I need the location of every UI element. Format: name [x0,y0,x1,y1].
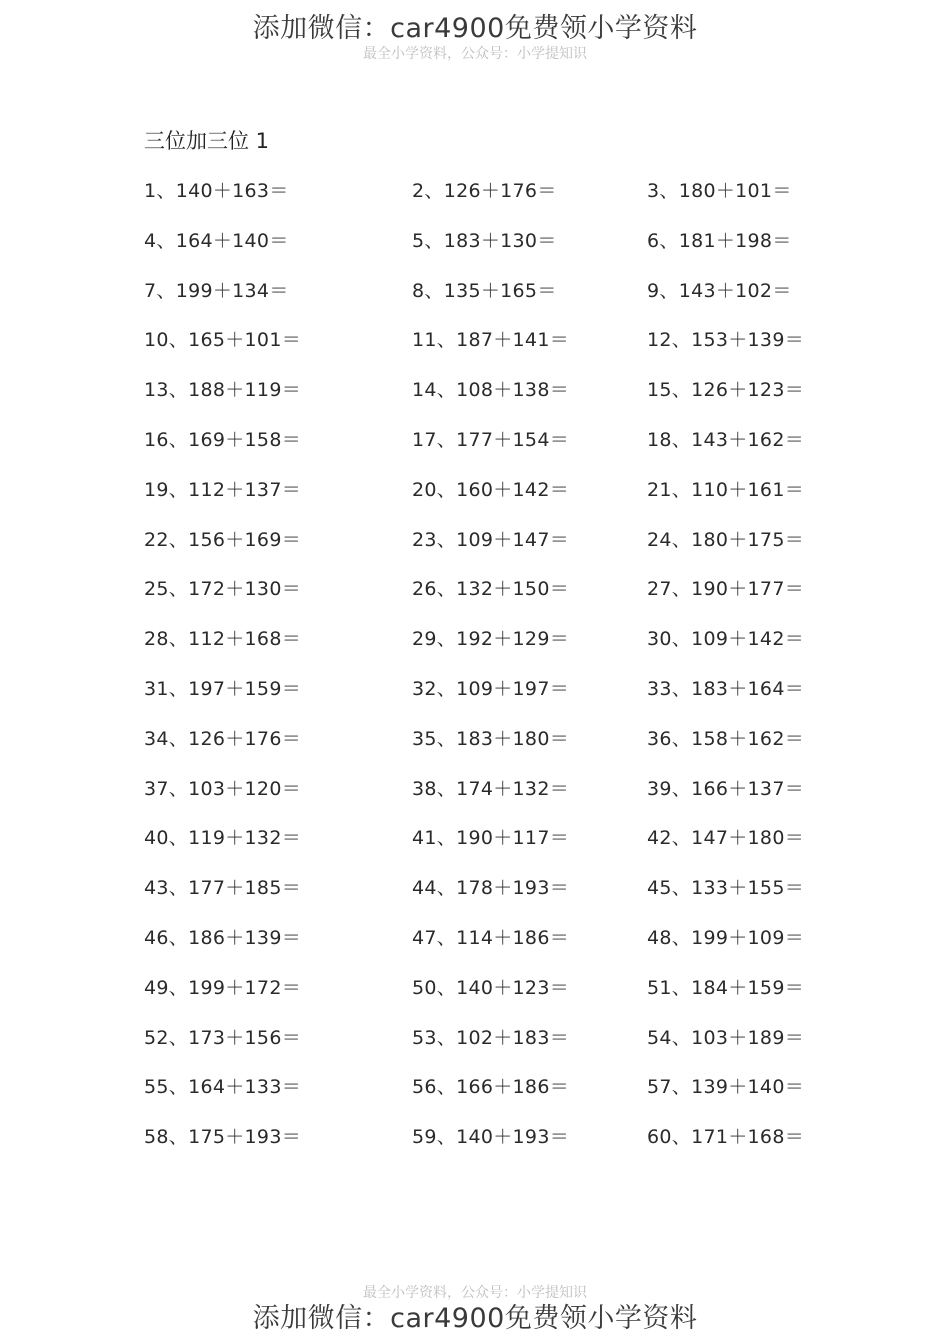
problem-item: 15、126＋123＝ [647,379,805,402]
problem-row [144,674,844,724]
problem-item: 26、132＋150＝ [412,578,570,601]
footer-banner: 添加微信：car4900免费领小学资料 [252,1303,698,1334]
problem-item: 14、108＋138＝ [412,379,570,402]
problem-item: 34、126＋176＝ [144,727,302,750]
problem-item: 55、164＋133＝ [144,1076,302,1099]
problem-item: 4、164＋140＝ [144,229,289,252]
problem-row [144,525,844,575]
problem-row [144,176,844,226]
problem-item: 42、147＋180＝ [647,827,805,850]
problem-item: 29、192＋129＝ [412,628,570,651]
problem-item: 30、109＋142＝ [647,628,805,651]
problem-item: 27、190＋177＝ [647,578,805,601]
problem-row [144,325,844,375]
problem-row [144,1122,844,1172]
problem-item: 54、103＋189＝ [647,1026,805,1049]
problem-row [144,774,844,824]
problem-row [144,276,844,326]
problem-item: 40、119＋132＝ [144,827,302,850]
problem-item: 36、158＋162＝ [647,727,805,750]
problem-item: 17、177＋154＝ [412,428,570,451]
problem-item: 1、140＋163＝ [144,180,289,202]
problem-item: 10、165＋101＝ [144,329,302,352]
problem-item: 38、174＋132＝ [412,777,570,800]
problem-item: 50、140＋123＝ [412,976,570,999]
problem-item: 43、177＋185＝ [144,877,302,900]
problem-item: 33、183＋164＝ [647,677,805,700]
problem-item: 8、135＋165＝ [412,279,557,302]
problem-item: 39、166＋137＝ [647,777,805,800]
problem-item: 6、181＋198＝ [647,229,792,252]
problem-item: 21、110＋161＝ [647,478,805,501]
problem-item: 49、199＋172＝ [144,976,302,999]
problem-row [144,624,844,674]
worksheet-title: 三位加三位 1 [144,129,270,153]
problem-item: 2、126＋176＝ [412,180,557,202]
problem-item: 3、180＋101＝ [647,180,792,202]
problem-item: 35、183＋180＝ [412,727,570,750]
problem-item: 24、180＋175＝ [647,528,805,551]
problem-row [144,1023,844,1073]
problem-item: 51、184＋159＝ [647,976,805,999]
problem-item: 41、190＋117＝ [412,827,570,850]
problem-item: 16、169＋158＝ [144,428,302,451]
problem-grid [144,176,844,1172]
problem-item: 13、188＋119＝ [144,379,302,402]
problem-row [144,226,844,276]
problem-item: 48、199＋109＝ [647,926,805,949]
problem-row [144,1072,844,1122]
problem-item: 52、173＋156＝ [144,1026,302,1049]
problem-item: 20、160＋142＝ [412,478,570,501]
problem-row [144,375,844,425]
problem-item: 60、171＋168＝ [647,1126,805,1149]
problem-item: 56、166＋186＝ [412,1076,570,1099]
problem-item: 22、156＋169＝ [144,528,302,551]
problem-item: 58、175＋193＝ [144,1126,302,1149]
problem-item: 28、112＋168＝ [144,628,302,651]
problem-row [144,425,844,475]
problem-item: 32、109＋197＝ [412,677,570,700]
problem-item: 45、133＋155＝ [647,877,805,900]
problem-item: 7、199＋134＝ [144,279,289,302]
problem-item: 12、153＋139＝ [647,329,805,352]
problem-item: 25、172＋130＝ [144,578,302,601]
problem-row [144,475,844,525]
problem-item: 9、143＋102＝ [647,279,792,302]
problem-item: 5、183＋130＝ [412,229,557,252]
problem-item: 53、102＋183＝ [412,1026,570,1049]
header-ghost-text: 最全小学资料，公众号：小学提知识 [363,46,587,62]
problem-item: 59、140＋193＝ [412,1126,570,1149]
problem-row [144,724,844,774]
problem-item: 44、178＋193＝ [412,877,570,900]
footer-ghost-text: 最全小学资料，公众号：小学提知识 [363,1285,587,1301]
problem-row [144,574,844,624]
problem-row [144,923,844,973]
problem-row [144,873,844,923]
problem-item: 46、186＋139＝ [144,926,302,949]
problem-item: 11、187＋141＝ [412,329,570,352]
header-banner: 添加微信：car4900免费领小学资料 [252,13,698,44]
problem-item: 37、103＋120＝ [144,777,302,800]
problem-item: 18、143＋162＝ [647,428,805,451]
problem-item: 57、139＋140＝ [647,1076,805,1099]
problem-row [144,973,844,1023]
problem-item: 47、114＋186＝ [412,926,570,949]
problem-item: 19、112＋137＝ [144,478,302,501]
problem-item: 31、197＋159＝ [144,677,302,700]
problem-row [144,823,844,873]
problem-item: 23、109＋147＝ [412,528,570,551]
